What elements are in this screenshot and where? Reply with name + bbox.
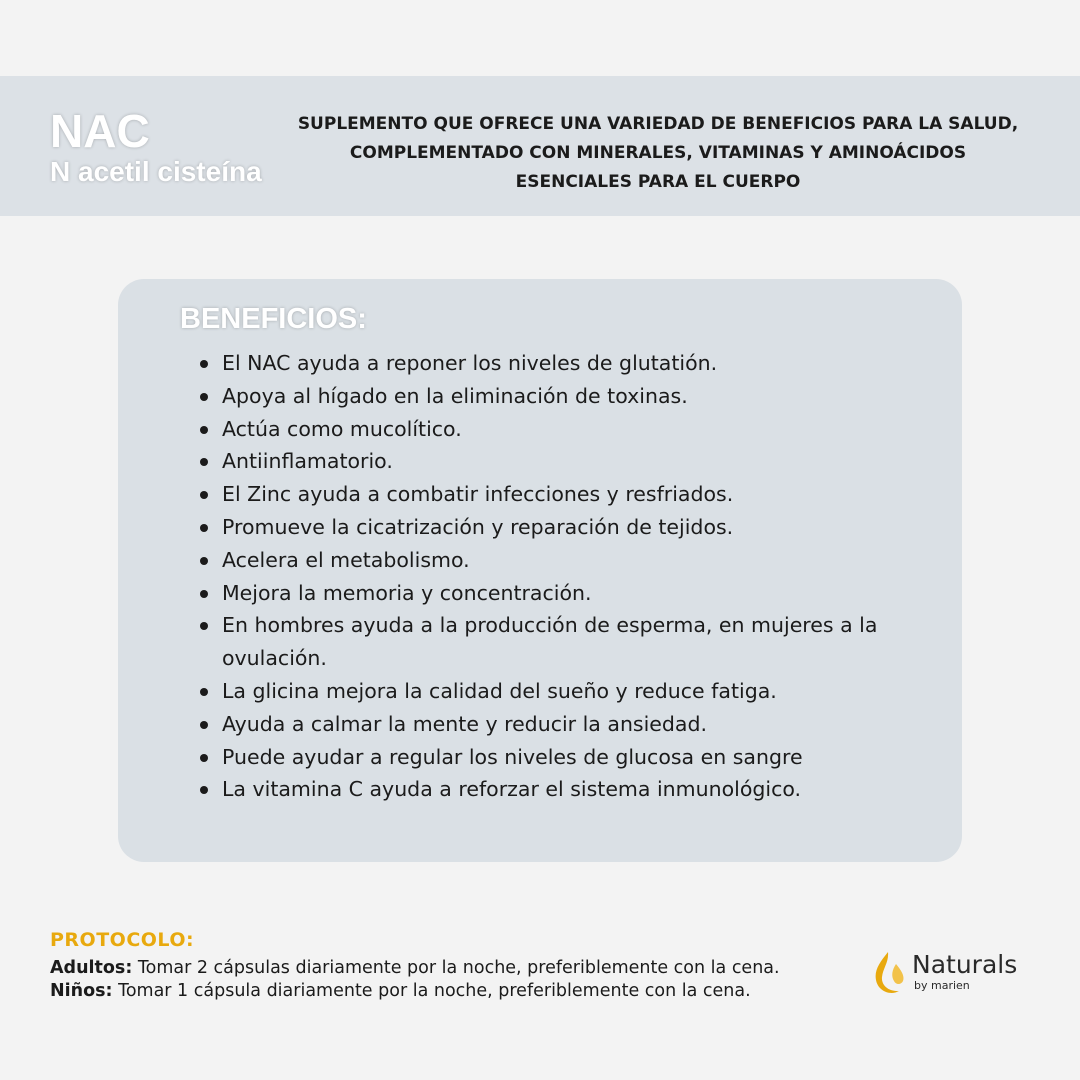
bullet-icon [200,491,208,499]
bullet-icon [200,590,208,598]
benefit-item [196,609,936,675]
benefit-text: Acelera el metabolismo. [222,547,470,572]
benefit-text: Puede ayudar a regular los niveles de glucosa en sangre [222,744,803,769]
bullet-icon [200,426,208,434]
protocol-title: PROTOCOLO: [50,929,195,951]
benefit-text: El NAC ayuda a reponer los niveles de glutatión. [222,351,718,375]
adults-label: Adultos: [50,958,133,978]
tagline-line: SUPLEMENTO QUE OFRECE UNA VARIEDAD DE BENEFICIOS PARA LA SALUD, [297,114,1019,134]
benefit-text: El Zinc ayuda a combatir infecciones y resfriados. [222,482,734,507]
adults-text: Tomar 2 cápsulas diariamente por la noche, preferiblemente con la cena. [132,958,780,978]
bullet-icon [200,786,208,794]
benefits-card [118,279,962,862]
benefit-item [196,577,936,610]
benefit-item [196,708,936,741]
benefit-item [196,347,936,380]
bullet-icon [200,622,208,630]
benefit-item [196,478,936,511]
bullet-icon [200,458,208,466]
brand-logo [872,948,1032,998]
product-subtitle: N acetil cisteína [50,156,262,187]
benefits-title: BENEFICIOS: [180,303,367,335]
benefit-text: Actúa como mucolítico. [222,416,462,441]
kids-text: Tomar 1 cápsula diariamente por la noche, preferiblemente con la cena. [112,981,751,1001]
protocol-adults [50,957,850,980]
benefits-list [196,347,936,806]
bullet-icon [200,557,208,565]
tagline-line: ESENCIALES PARA EL CUERPO [515,172,801,192]
benefit-item [196,445,936,478]
benefit-text: Apoya al hígado en la eliminación de toxinas. [222,383,688,408]
bullet-icon [200,721,208,729]
benefit-text: Ayuda a calmar la mente y reducir la ansiedad. [222,711,708,736]
benefit-item [196,741,936,774]
benefit-text: Antiinflamatorio. [222,449,393,474]
benefit-item [196,675,936,708]
drop-flame-icon [872,950,908,996]
bullet-icon [200,524,208,532]
tagline-line: COMPLEMENTADO CON MINERALES, VITAMINAS Y AMINOÁCIDOS [349,143,967,163]
benefit-item [196,511,936,544]
benefit-text: En hombres ayuda a la producción de esperma, en mujeres a la ovulación. [222,613,878,671]
brand-name: Naturals [912,950,1018,979]
tagline [270,110,1046,197]
protocol-kids [50,980,850,1003]
benefit-text: La glicina mejora la calidad del sueño y reduce fatiga. [222,678,777,703]
benefit-text: La vitamina C ayuda a reforzar el sistema inmunológico. [222,777,802,802]
benefit-item [196,544,936,577]
bullet-icon [200,360,208,368]
benefit-text: Promueve la cicatrización y reparación de tejidos. [222,514,734,539]
benefit-item [196,773,936,806]
benefit-item [196,380,936,413]
bullet-icon [200,688,208,696]
brand-byline: by marien [914,979,970,992]
bullet-icon [200,393,208,401]
bullet-icon [200,754,208,762]
kids-label: Niños: [50,981,113,1001]
product-name: NAC [50,105,150,157]
benefit-item [196,413,936,446]
benefit-text: Mejora la memoria y concentración. [222,580,592,605]
